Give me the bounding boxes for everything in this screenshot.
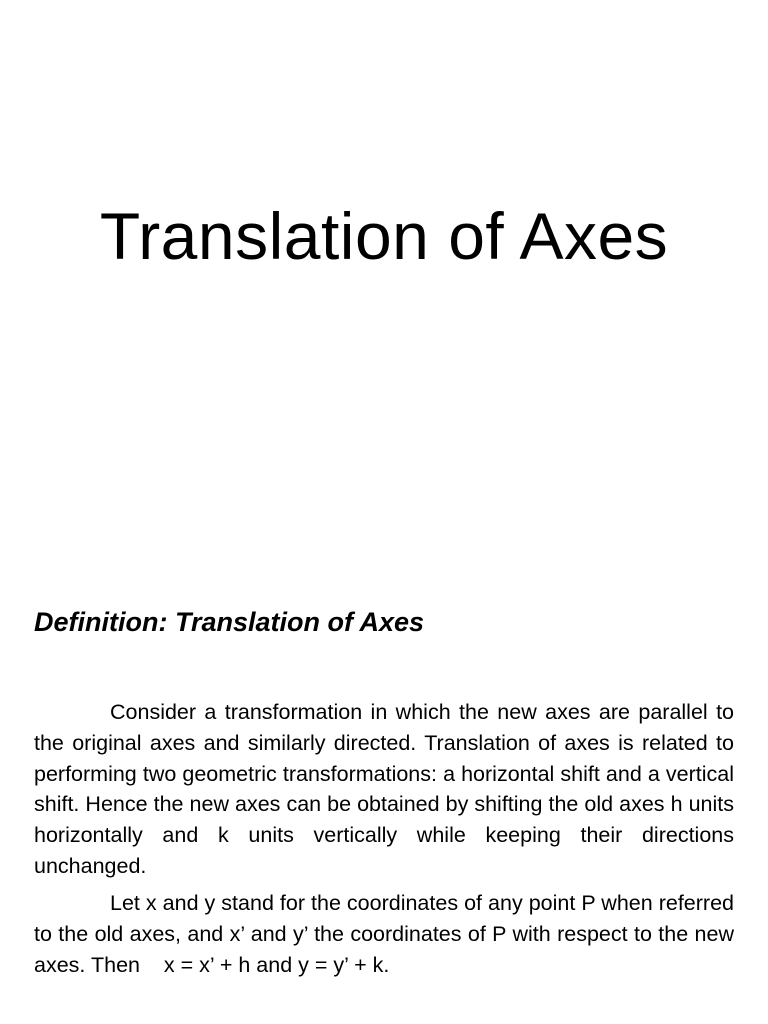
- definition-paragraph-1: Consider a transformation in which the new axes are parallel to the original axes and similarly directed. Translation of axes is related to performing two geometric transformations: a horizontal shift and a vertical shift. Hence the new axes can be obtained by shifting the old axes h units horizontally and k units vertically while keeping their directions unchanged.: [34, 700, 734, 878]
- definition-paragraph-2: Let x and y stand for the coordinates of any point P when referred to the old axes, and x’ and y’ the coordinates of P with respect to the new axes. Then x = x’ + h and y = y’ + k.: [34, 891, 740, 977]
- page-title: Translation of Axes: [99, 199, 669, 274]
- definition-heading: Definition: Translation of Axes: [34, 607, 425, 637]
